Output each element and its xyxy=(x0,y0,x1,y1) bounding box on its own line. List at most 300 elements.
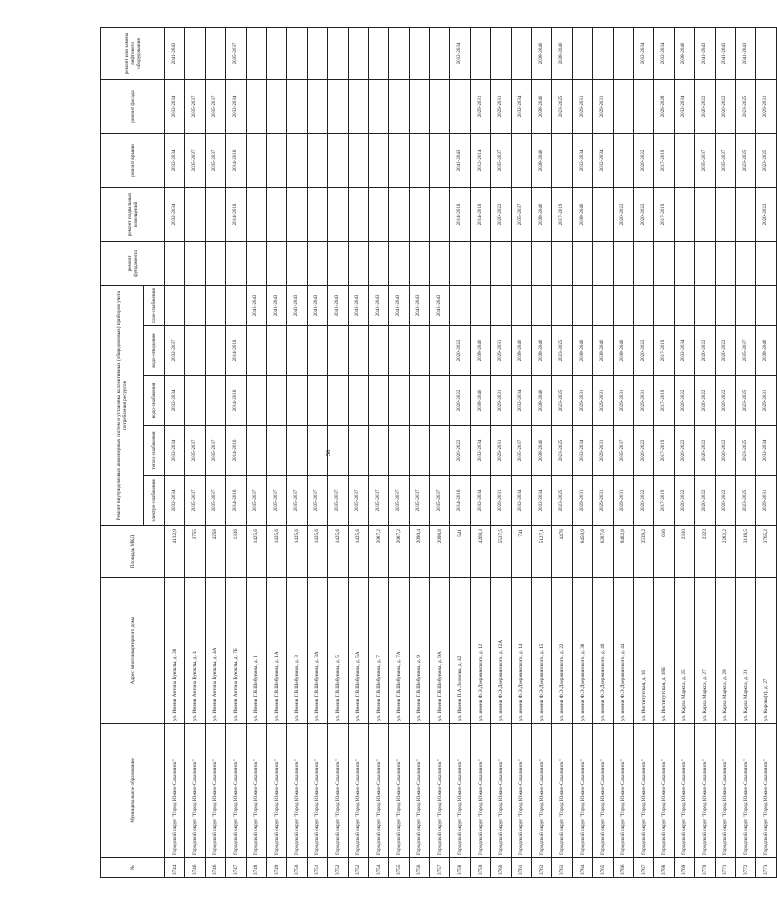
cell-facade: 2029-2031 xyxy=(756,79,776,133)
cell-basement xyxy=(695,187,715,241)
cell-basement xyxy=(328,187,348,241)
cell-gas: 2041-2043 xyxy=(389,285,409,325)
cell-water: 2029-2031 xyxy=(593,376,613,426)
cell-municipality: Городской округ "Город Южно-Сахалинск" xyxy=(633,724,653,858)
cell-municipality: Городской округ "Город Южно-Сахалинск" xyxy=(735,724,755,858)
cell-basement xyxy=(735,187,755,241)
cell-basement: 2014-2016 xyxy=(470,187,490,241)
cell-num: 3746 xyxy=(205,858,225,878)
table-row xyxy=(389,27,409,877)
cell-facade: 2038-2040 xyxy=(532,79,552,133)
cell-sewer: 2035-2037 xyxy=(735,326,755,376)
cell-water: 2029-2031 xyxy=(613,376,633,426)
cell-basement: 2020-2022 xyxy=(491,187,511,241)
cell-municipality: Городской округ "Город Южно-Сахалинск" xyxy=(450,724,470,858)
cell-num: 3772 xyxy=(735,858,755,878)
header-electricity: электро-снабжения xyxy=(144,476,165,526)
table-row xyxy=(532,27,552,877)
cell-basement xyxy=(674,187,694,241)
cell-area: 1425,6 xyxy=(348,526,368,578)
cell-foundation xyxy=(715,241,735,285)
table-row xyxy=(674,27,694,877)
cell-num: 3750 xyxy=(287,858,307,878)
cell-basement xyxy=(266,187,286,241)
cell-heat: 2038-2040 xyxy=(532,426,552,476)
cell-water xyxy=(430,376,450,426)
cell-facade: 2035-2037 xyxy=(205,79,225,133)
cell-water: 2020-2022 xyxy=(674,376,694,426)
cell-electricity: 2020-2022 xyxy=(695,476,715,526)
cell-electricity: 2035-2037 xyxy=(430,476,450,526)
cell-heat: 2032-2034 xyxy=(470,426,490,476)
cell-municipality: Городской округ "Город Южно-Сахалинск" xyxy=(715,724,735,858)
cell-basement xyxy=(430,187,450,241)
cell-electricity: 2032-2034 xyxy=(165,476,185,526)
cell-area: 6287,6 xyxy=(593,526,613,578)
cell-roof xyxy=(674,133,694,187)
cell-num: 3762 xyxy=(532,858,552,878)
cell-sewer xyxy=(389,326,409,376)
cell-facade xyxy=(368,79,388,133)
cell-municipality: Городской округ "Город Южно-Сахалинск" xyxy=(552,724,572,858)
cell-municipality: Городской округ "Город Южно-Сахалинск" xyxy=(511,724,531,858)
cell-roof: 2032-2034 xyxy=(593,133,613,187)
cell-electricity: 2014-2016 xyxy=(226,476,246,526)
cell-elevator xyxy=(593,27,613,79)
cell-electricity: 2020-2022 xyxy=(633,476,653,526)
cell-sewer xyxy=(185,326,205,376)
cell-elevator: 2035-2037 xyxy=(226,27,246,79)
cell-area: 5127,1 xyxy=(532,526,552,578)
cell-foundation xyxy=(633,241,653,285)
cell-gas: 2041-2043 xyxy=(307,285,327,325)
cell-facade xyxy=(328,79,348,133)
cell-electricity: 2035-2037 xyxy=(287,476,307,526)
cell-basement: 2017-2019 xyxy=(552,187,572,241)
cell-foundation xyxy=(389,241,409,285)
cell-electricity: 2029-2031 xyxy=(593,476,613,526)
cell-foundation xyxy=(430,241,450,285)
cell-roof: 2023-2025 xyxy=(756,133,776,187)
cell-num: 3764 xyxy=(572,858,592,878)
header-area: Площадь МКД xyxy=(101,526,165,578)
cell-heat xyxy=(409,426,429,476)
cell-basement: 2017-2019 xyxy=(654,187,674,241)
cell-municipality: Городской округ "Город Южно-Сахалинск" xyxy=(185,724,205,858)
table-row xyxy=(165,27,185,877)
cell-sewer: 2020-2022 xyxy=(695,326,715,376)
cell-roof: 2012-2014 xyxy=(470,133,490,187)
cell-area: 1425,6 xyxy=(246,526,266,578)
cell-water xyxy=(368,376,388,426)
cell-heat xyxy=(430,426,450,476)
cell-roof: 2017-2019 xyxy=(654,133,674,187)
cell-sewer: 2032-2034 xyxy=(674,326,694,376)
table-row xyxy=(430,27,450,877)
cell-electricity: 2014-2016 xyxy=(450,476,470,526)
cell-area: 2087,2 xyxy=(368,526,388,578)
cell-facade xyxy=(266,79,286,133)
cell-elevator: 2041-2043 xyxy=(715,27,735,79)
table-row xyxy=(695,27,715,877)
cell-municipality: Городской округ "Город Южно-Сахалинск" xyxy=(409,724,429,858)
cell-heat: 2029-2031 xyxy=(491,426,511,476)
cell-foundation xyxy=(450,241,470,285)
header-municipality: Муниципальное образование xyxy=(101,724,165,858)
cell-gas xyxy=(511,285,531,325)
cell-address: ул. Имени Г.В.Шебунина, д. 3 xyxy=(287,578,307,724)
cell-elevator: 2032-2034 xyxy=(654,27,674,79)
cell-basement xyxy=(287,187,307,241)
cell-water: 2029-2031 xyxy=(756,376,776,426)
capital-repair-table xyxy=(100,27,777,878)
cell-facade: 2032-2034 xyxy=(511,79,531,133)
cell-num: 3751 xyxy=(307,858,327,878)
table-row xyxy=(368,27,388,877)
table-row xyxy=(450,27,470,877)
cell-elevator: 2041-2043 xyxy=(165,27,185,79)
cell-sewer: 2023-2025 xyxy=(552,326,572,376)
cell-area: 6450,9 xyxy=(572,526,592,578)
cell-roof: 2023-2025 xyxy=(735,133,755,187)
cell-electricity: 2035-2037 xyxy=(328,476,348,526)
cell-address: ул. Имени Антона Буюклы, д. 4 xyxy=(185,578,205,724)
cell-address: ул. Институтская, д. 16 xyxy=(633,578,653,724)
cell-area: 4269,3 xyxy=(470,526,490,578)
cell-foundation xyxy=(654,241,674,285)
cell-municipality: Городской округ "Город Южно-Сахалинск" xyxy=(654,724,674,858)
cell-facade xyxy=(389,79,409,133)
cell-gas xyxy=(572,285,592,325)
cell-area: 2323 xyxy=(695,526,715,578)
cell-roof xyxy=(287,133,307,187)
cell-basement xyxy=(715,187,735,241)
cell-municipality: Городской округ "Город Южно-Сахалинск" xyxy=(266,724,286,858)
cell-address: ул. имени Ф.Э.Дзержинского, д. 44 xyxy=(613,578,633,724)
cell-water: 2038-2040 xyxy=(470,376,490,426)
cell-area: 541 xyxy=(450,526,470,578)
cell-heat: 2032-2034 xyxy=(756,426,776,476)
cell-basement: 2020-2022 xyxy=(613,187,633,241)
cell-sewer xyxy=(246,326,266,376)
cell-gas: 2041-2043 xyxy=(266,285,286,325)
cell-heat: 2023-2025 xyxy=(735,426,755,476)
cell-num: 3768 xyxy=(654,858,674,878)
cell-num: 3773 xyxy=(756,858,776,878)
cell-gas xyxy=(756,285,776,325)
cell-water xyxy=(246,376,266,426)
cell-num: 3758 xyxy=(450,858,470,878)
cell-elevator xyxy=(409,27,429,79)
cell-area: 3755 xyxy=(185,526,205,578)
cell-foundation xyxy=(613,241,633,285)
cell-heat: 2020-2022 xyxy=(674,426,694,476)
cell-foundation xyxy=(185,241,205,285)
cell-municipality: Городской округ "Город Южно-Сахалинск" xyxy=(613,724,633,858)
header-foundation: ремонт фундамента xyxy=(101,241,165,285)
cell-foundation xyxy=(287,241,307,285)
header-roof: ремонт крыши xyxy=(101,133,165,187)
cell-roof xyxy=(368,133,388,187)
cell-basement: 2032-2034 xyxy=(165,187,185,241)
cell-water: 2017-2019 xyxy=(654,376,674,426)
cell-gas xyxy=(674,285,694,325)
table-row xyxy=(287,27,307,877)
cell-heat: 2029-2031 xyxy=(593,426,613,476)
cell-water: 2029-2031 xyxy=(491,376,511,426)
cell-area: 9482,8 xyxy=(613,526,633,578)
cell-electricity: 2035-2037 xyxy=(348,476,368,526)
table-row xyxy=(205,27,225,877)
header-heat: тепло-снабжения xyxy=(144,426,165,476)
cell-gas xyxy=(491,285,511,325)
table-row xyxy=(266,27,286,877)
header-gas: газо-снабжения xyxy=(144,285,165,325)
cell-address: ул. имени Ф.Э.Дзержинского, д. 22 xyxy=(552,578,572,724)
cell-basement: 2020-2022 xyxy=(756,187,776,241)
cell-water: 2020-2022 xyxy=(715,376,735,426)
cell-foundation xyxy=(511,241,531,285)
cell-area: 1425,6 xyxy=(287,526,307,578)
cell-roof xyxy=(409,133,429,187)
cell-address: ул. имени Ф.Э.Дзержинского, д. 15 xyxy=(532,578,552,724)
cell-municipality: Городской округ "Город Южно-Сахалинск" xyxy=(348,724,368,858)
cell-roof xyxy=(430,133,450,187)
cell-gas: 2041-2043 xyxy=(328,285,348,325)
cell-basement xyxy=(246,187,266,241)
cell-area: 2098,8 xyxy=(430,526,450,578)
cell-heat: 2035-2037 xyxy=(511,426,531,476)
cell-municipality: Городской округ "Город Южно-Сахалинск" xyxy=(695,724,715,858)
cell-municipality: Городской округ "Город Южно-Сахалинск" xyxy=(226,724,246,858)
cell-municipality: Городской округ "Город Южно-Сахалинск" xyxy=(532,724,552,858)
cell-electricity: 2035-2037 xyxy=(185,476,205,526)
cell-gas xyxy=(715,285,735,325)
cell-num: 3761 xyxy=(511,858,531,878)
cell-address: ул. Имени Г.В.Шебунина, д. 1А xyxy=(266,578,286,724)
cell-facade: 2020-2022 xyxy=(695,79,715,133)
cell-heat: 2017-2019 xyxy=(654,426,674,476)
cell-num: 3759 xyxy=(470,858,490,878)
cell-num: 3744 xyxy=(165,858,185,878)
header-facade: ремонт фасада xyxy=(101,79,165,133)
page-number: 56 xyxy=(325,449,332,457)
cell-water xyxy=(185,376,205,426)
cell-sewer: 2032-2037 xyxy=(165,326,185,376)
table-row xyxy=(613,27,633,877)
cell-roof xyxy=(246,133,266,187)
cell-num: 3763 xyxy=(552,858,572,878)
cell-heat xyxy=(266,426,286,476)
cell-roof xyxy=(307,133,327,187)
cell-address: ул. Имени Г.В.Шебунина, д. 7 xyxy=(368,578,388,724)
cell-basement: 2038-2040 xyxy=(572,187,592,241)
cell-area: 2310 xyxy=(674,526,694,578)
cell-address: ул. Имени Г.В.Шебунина, д. 3А xyxy=(307,578,327,724)
cell-heat xyxy=(368,426,388,476)
cell-water: 2023-2025 xyxy=(735,376,755,426)
cell-elevator xyxy=(430,27,450,79)
cell-basement: 2014-2016 xyxy=(450,187,470,241)
cell-address: ул. имени Ф.Э.Дзержинского, д. 14 xyxy=(511,578,531,724)
cell-water: 2020-2022 xyxy=(695,376,715,426)
cell-heat xyxy=(307,426,327,476)
cell-foundation xyxy=(491,241,511,285)
cell-elevator xyxy=(246,27,266,79)
cell-sewer xyxy=(287,326,307,376)
table-row xyxy=(654,27,674,877)
cell-heat: 2032-2034 xyxy=(572,426,592,476)
cell-num: 3749 xyxy=(266,858,286,878)
cell-basement: 2035-2037 xyxy=(511,187,531,241)
cell-basement: 2038-2040 xyxy=(532,187,552,241)
cell-foundation xyxy=(674,241,694,285)
cell-elevator: 2038-2040 xyxy=(552,27,572,79)
cell-sewer: 2017-2019 xyxy=(654,326,674,376)
cell-area: 616 xyxy=(654,526,674,578)
cell-elevator: 2038-2040 xyxy=(674,27,694,79)
cell-gas xyxy=(470,285,490,325)
cell-num: 3747 xyxy=(226,858,246,878)
cell-roof: 2032-2034 xyxy=(572,133,592,187)
cell-water: 2032-2034 xyxy=(511,376,531,426)
cell-sewer: 2020-2022 xyxy=(633,326,653,376)
cell-facade: 2026-2028 xyxy=(654,79,674,133)
cell-gas: 2041-2043 xyxy=(348,285,368,325)
cell-elevator: 2041-2043 xyxy=(695,27,715,79)
cell-elevator xyxy=(511,27,531,79)
cell-gas xyxy=(185,285,205,325)
cell-gas: 2041-2043 xyxy=(430,285,450,325)
cell-sewer: 2029-2031 xyxy=(491,326,511,376)
cell-sewer xyxy=(307,326,327,376)
cell-address: ул. Карла Маркса, д. 25 xyxy=(674,578,694,724)
cell-address: ул. Имени Антона Буюклы, д. 38 xyxy=(165,578,185,724)
cell-foundation xyxy=(470,241,490,285)
cell-heat xyxy=(328,426,348,476)
header-basement: ремонт подвальных помещений xyxy=(101,187,165,241)
cell-address: ул. имени Ф.Э.Дзержинского, д. 38 xyxy=(572,578,592,724)
cell-facade xyxy=(348,79,368,133)
cell-facade xyxy=(246,79,266,133)
cell-foundation xyxy=(593,241,613,285)
cell-roof: 2032-2034 xyxy=(165,133,185,187)
table-row xyxy=(409,27,429,877)
cell-sewer: 2038-2040 xyxy=(470,326,490,376)
cell-area: 2087,2 xyxy=(389,526,409,578)
cell-municipality: Городской округ "Город Южно-Сахалинск" xyxy=(389,724,409,858)
cell-roof: 2035-2037 xyxy=(715,133,735,187)
table-body xyxy=(165,27,777,877)
cell-roof: 2035-2037 xyxy=(205,133,225,187)
cell-water xyxy=(287,376,307,426)
cell-foundation xyxy=(756,241,776,285)
cell-sewer: 2038-2040 xyxy=(593,326,613,376)
cell-gas xyxy=(450,285,470,325)
cell-gas xyxy=(165,285,185,325)
cell-electricity: 2035-2037 xyxy=(205,476,225,526)
cell-area: 1425,6 xyxy=(307,526,327,578)
cell-address: ул. имени Ф.Э.Дзержинского, д. 12А xyxy=(491,578,511,724)
cell-gas xyxy=(226,285,246,325)
cell-basement xyxy=(307,187,327,241)
cell-electricity: 2035-2037 xyxy=(307,476,327,526)
cell-facade: 2029-2031 xyxy=(470,79,490,133)
cell-foundation xyxy=(266,241,286,285)
cell-num: 3765 xyxy=(593,858,613,878)
cell-foundation xyxy=(307,241,327,285)
cell-address: ул. имени Ф.Э.Дзержинского, д. 12 xyxy=(470,578,490,724)
cell-heat xyxy=(246,426,266,476)
header-elevator: ремонт или замена лифтового оборудования xyxy=(101,27,165,79)
cell-basement xyxy=(409,187,429,241)
cell-heat xyxy=(389,426,409,476)
cell-num: 3755 xyxy=(389,858,409,878)
cell-sewer: 2038-2040 xyxy=(572,326,592,376)
cell-water: 2029-2031 xyxy=(633,376,653,426)
cell-num: 3748 xyxy=(246,858,266,878)
cell-water: 2020-2022 xyxy=(450,376,470,426)
cell-num: 3757 xyxy=(430,858,450,878)
cell-municipality: Городской округ "Город Южно-Сахалинск" xyxy=(287,724,307,858)
rotated-table-page xyxy=(100,28,770,878)
cell-area: 2090,4 xyxy=(409,526,429,578)
cell-foundation xyxy=(572,241,592,285)
cell-sewer: 2020-2022 xyxy=(450,326,470,376)
cell-gas xyxy=(735,285,755,325)
cell-roof: 2035-2037 xyxy=(695,133,715,187)
cell-address: ул. Имени Г.В.Шебунина, д. 9 xyxy=(409,578,429,724)
table-row xyxy=(552,27,572,877)
cell-roof: 2020-2022 xyxy=(633,133,653,187)
cell-address: ул. Имени П.А.Леонова, д. 42 xyxy=(450,578,470,724)
cell-roof: 2014-2016 xyxy=(226,133,246,187)
cell-num: 3754 xyxy=(368,858,388,878)
cell-electricity: 2029-2031 xyxy=(613,476,633,526)
cell-facade xyxy=(633,79,653,133)
header-water: водо-снабжения xyxy=(144,376,165,426)
cell-basement xyxy=(389,187,409,241)
cell-water: 2032-2034 xyxy=(165,376,185,426)
cell-facade: 2032-2034 xyxy=(226,79,246,133)
cell-address: ул. Имени Г.В.Шебунина, д. 5А xyxy=(348,578,368,724)
cell-sewer xyxy=(328,326,348,376)
cell-heat: 2032-2034 xyxy=(165,426,185,476)
cell-foundation xyxy=(409,241,429,285)
cell-facade xyxy=(430,79,450,133)
cell-roof xyxy=(389,133,409,187)
cell-electricity: 2029-2031 xyxy=(491,476,511,526)
cell-address: ул. Имени Г.В.Шебунина, д. 7А xyxy=(389,578,409,724)
cell-gas xyxy=(695,285,715,325)
cell-area: 4132,9 xyxy=(165,526,185,578)
cell-elevator xyxy=(328,27,348,79)
cell-gas xyxy=(532,285,552,325)
table-row xyxy=(715,27,735,877)
cell-roof: 2035-2037 xyxy=(491,133,511,187)
cell-basement xyxy=(593,187,613,241)
cell-heat: 2035-2037 xyxy=(185,426,205,476)
table-row xyxy=(226,27,246,877)
cell-municipality: Городской округ "Город Южно-Сахалинск" xyxy=(572,724,592,858)
cell-foundation xyxy=(552,241,572,285)
cell-electricity: 2032-2034 xyxy=(532,476,552,526)
cell-water xyxy=(307,376,327,426)
cell-foundation xyxy=(348,241,368,285)
cell-heat: 2014-2016 xyxy=(226,426,246,476)
cell-num: 3756 xyxy=(409,858,429,878)
cell-sewer: 2020-2022 xyxy=(715,326,735,376)
